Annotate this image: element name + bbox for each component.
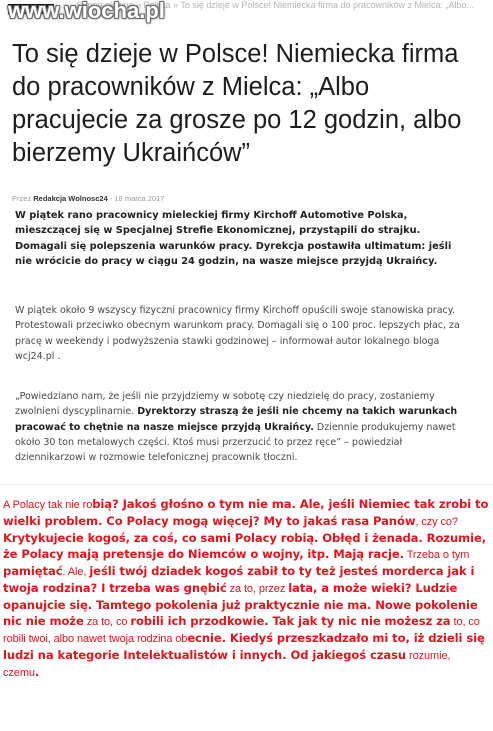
comment-segment: Trzeba o tym xyxy=(403,549,470,562)
comment-segment: lata, a może wieki? Ludzie opanujcie się. Tamtego pokolenia już praktycznie nie ma. Nowe pokolenie nic nie może xyxy=(3,581,478,629)
byline-author[interactable]: Redakcja Wolnosc24 xyxy=(33,194,108,203)
comment-segment: jeśli twój dziadek kogoś zabił to ty też jesteś morderca jak i twoja rodzina? I trzeba was gnębić xyxy=(3,564,475,596)
byline-separator: - xyxy=(109,194,113,203)
comment-segment: robili ich przodkowie. Tak jak ty nic nie możesz za xyxy=(130,614,451,629)
article-headline: To się dzieje w Polsce! Niemiecka firma do pracowników z Mielca: „Albo pracujecie za grosze po 12 godzin, albo bierzemy Ukraińców” xyxy=(12,40,462,167)
quote-part-1: „Powiedziano nam, że jeśli nie przyjdziemy w sobotę czy niedzielę do pracy, zostaniemy zwolnieni dyscyplinarnie. xyxy=(15,391,435,418)
comment-segment: za to, co xyxy=(83,616,131,629)
byline-prefix: Przez xyxy=(12,194,32,203)
quote-bold: Dyrektorzy straszą że jeśli nie chcemy na takich warunkach pracować to chętnie na nasze miejsce przyjdą Ukraińcy. xyxy=(15,406,458,433)
comment-segment: . xyxy=(34,665,40,680)
comment-segment: , czy co? xyxy=(415,516,458,529)
comment-segment: to, co robili twoi, albo nawet twoja rodzina ob xyxy=(3,616,480,646)
breadcrumb[interactable]: Strona główna » Polska » To się dzieje w Polsce! Niemiecka firma do pracowników z Mielca: „Albo... xyxy=(76,0,475,10)
divider xyxy=(0,484,493,485)
quote-part-2: Dziennie produkujemy nawet około 30 ton metalowych części. Ktoś musi przerzucić to przez ręce” – powiedział dziennikarzowi w rozmowie telefonicznej pracownik tłoczni. xyxy=(15,421,456,464)
article-screenshot xyxy=(0,14,493,484)
byline-date: 18 marca 2017 xyxy=(114,194,165,203)
comment-segment: Krytykujecie kogoś, za coś, co sami Polacy robią. Obłęd i żenada. Rozumie, że Polacy mają pretensje do Niemców o wojny, itp. Mają racje. xyxy=(3,531,487,562)
comment-segment: ecnie. Kiedyś przeszkadzało mi to, iż dzieli się ludzi na kategorie Intelektualistów i innych. Od jakiegoś czasu xyxy=(3,631,485,663)
comment-segment: . Ale, xyxy=(62,566,90,579)
comment-segment: pamiętać xyxy=(3,564,63,579)
comment-segment: tak nie ro xyxy=(47,499,93,511)
comment-segment: rozumie, czemu xyxy=(3,650,451,680)
article-paragraph: W piątek około 9 wszyscy fizyczni pracownicy firmy Kirchoff opuścili swoje stanowiska pracy. Protestowali przeciwko obecnym warunkom pracy. Domagali się o 100 proc. lepszych płac, za pracę w weekendy i podwyższenia stawki godzinowej – informował autor lokalnego bloga wcj24.pl . xyxy=(15,305,460,362)
comment-segment: A Polacy xyxy=(3,499,48,511)
site-watermark: www.wiocha.pl xyxy=(8,0,165,23)
comment-segment: za to, przez xyxy=(226,583,289,596)
article-quote-paragraph xyxy=(15,389,467,465)
article-lead: W piątek rano pracownicy mieleckiej firmy Kirchoff Automotive Polska, mieszczącej się w Specjalnej Strefie Ekonomicznej, przystąpili do strajku. Domagali się polepszenia warunków pracy. Dyrekcja postawiła ultimatum: jeśli nie wrócicie do pracy w ciągu 24 godzin, na wasze miejsce przyjdą Ukraińcy. xyxy=(15,210,452,267)
user-comment xyxy=(3,496,489,682)
article-byline xyxy=(12,194,164,203)
comment-segment: bią? Jakoś głośno o tym nie ma. Ale, jeśli Niemiec tak zrobi to wielki problem. Co Polacy mogą więcej? My to jakaś rasa Panów xyxy=(3,497,489,529)
